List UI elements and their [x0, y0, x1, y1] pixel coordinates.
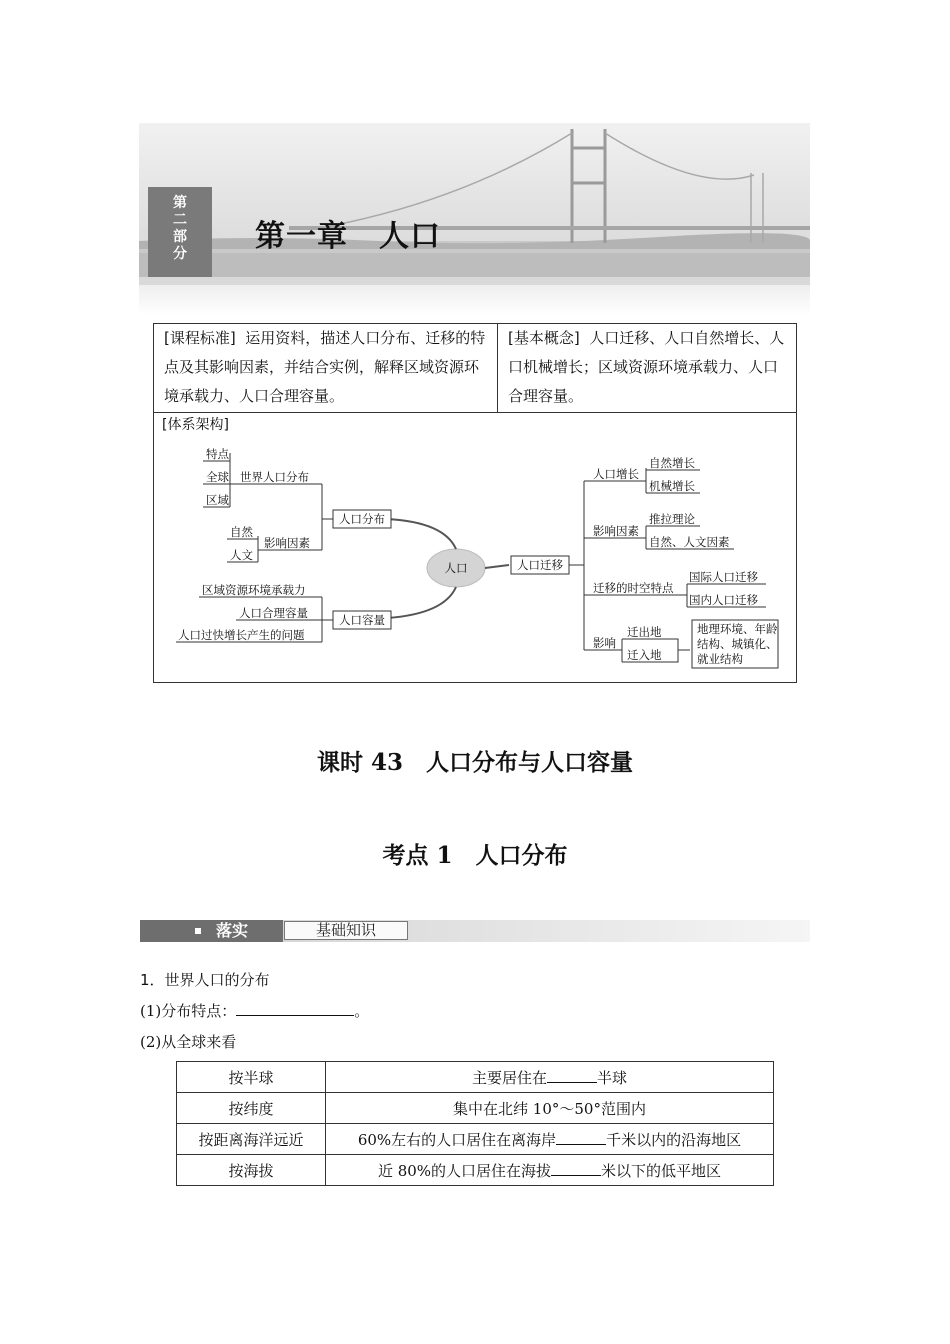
mindmap-growth-item: 自然增长	[649, 456, 695, 470]
mindmap-factors: 影响因素	[264, 536, 310, 550]
section-light-label: 基础知识	[284, 921, 408, 940]
mindmap-capacity: 人口容量	[339, 613, 385, 627]
cell-text: 60%左右的人口居住在离海岸	[357, 1130, 557, 1149]
mindmap-impact: 影响	[593, 636, 616, 650]
row-content	[326, 1093, 774, 1124]
row-label: 按海拔	[177, 1155, 326, 1186]
banner-shadow	[139, 285, 810, 315]
cell-text: 集中在北纬 10°～50°范围内	[453, 1099, 646, 1118]
mindmap-capacity-item: 区域资源环境承载力	[202, 583, 306, 597]
table-row	[177, 1124, 774, 1155]
mindmap-migration: 人口迁移	[517, 558, 563, 572]
answer-blank[interactable]	[547, 1068, 597, 1083]
heading-world-population: 1．世界人口的分布	[140, 971, 270, 989]
mindmap-center: 人口	[444, 561, 468, 575]
architecture-tag: [体系架构]	[162, 417, 229, 433]
bridge-illustration	[139, 123, 810, 285]
cell-text: 千米以内的沿海地区	[606, 1130, 742, 1149]
row-label: 按纬度	[177, 1093, 326, 1124]
global-view-line: (2)从全球来看	[140, 1033, 237, 1051]
cell-text: 半球	[597, 1068, 628, 1087]
table-row	[177, 1155, 774, 1186]
part-tab	[148, 187, 212, 277]
mindmap-factor-item: 自然	[230, 525, 253, 539]
chapter-banner	[139, 123, 810, 285]
cell-text: 近 80%的人口居住在海拔	[377, 1161, 552, 1180]
row-label: 按半球	[177, 1062, 326, 1093]
line-suffix: 。	[354, 1002, 370, 1020]
mindmap-st-item: 国际人口迁移	[689, 570, 758, 584]
section-dark-tab	[140, 920, 283, 942]
mindmap-capacity-item: 人口合理容量	[239, 606, 308, 620]
row-content	[326, 1062, 774, 1093]
answer-blank[interactable]	[551, 1161, 601, 1176]
keypoint-title: 考点 1 人口分布	[382, 842, 568, 869]
curriculum-tag: [课程标准]	[164, 329, 236, 347]
part-label: 第二部分	[173, 195, 187, 262]
mindmap-growth: 人口增长	[593, 467, 639, 481]
mindmap-impact-item: 迁入地	[627, 648, 662, 662]
row-content	[326, 1155, 774, 1186]
mindmap-st-item: 国内人口迁移	[689, 593, 758, 607]
cell-text: 主要居住在	[471, 1068, 547, 1087]
mindmap-factor-item: 人文	[230, 548, 253, 562]
mindmap-spatiotemporal: 迁移的时空特点	[593, 581, 674, 595]
table-row	[177, 1062, 774, 1093]
mindmap-aspect: 地理环境、年龄	[697, 622, 778, 636]
answer-blank[interactable]	[236, 1001, 354, 1016]
chapter-title: 第一章 人口	[255, 219, 441, 254]
mindmap-aspect: 结构、城镇化、	[697, 637, 778, 651]
lesson-title: 课时 43 人口分布与人口容量	[316, 749, 633, 776]
mindmap-mig-factors: 影响因素	[593, 524, 639, 538]
mindmap-mig-factor-item: 推拉理论	[649, 512, 695, 526]
distribution-feature-line	[140, 1000, 369, 1022]
mindmap-world-item: 特点	[206, 447, 229, 461]
cell-text: 米以下的低平地区	[601, 1161, 722, 1180]
mindmap-world: 世界人口分布	[240, 470, 309, 484]
concepts-text: 人口迁移、人口自然增长、人口机械增长；区域资源环境承载力、人口合理容量。	[508, 329, 785, 405]
mindmap-impact-item: 迁出地	[627, 625, 662, 639]
mindmap-capacity-item: 人口过快增长产生的问题	[178, 628, 305, 642]
curriculum-text: 运用资料，描述人口分布、迁移的特点及其影响因素，并结合实例，解释区域资源环境承载力、人口合理容量。	[164, 329, 486, 405]
table-row	[177, 1093, 774, 1124]
concept-map	[154, 324, 796, 682]
mindmap-world-item: 区域	[206, 493, 229, 507]
section-dark-label: 落实	[216, 921, 249, 940]
section-bar	[140, 920, 810, 942]
mindmap-world-item: 全球	[206, 470, 229, 484]
curriculum-box	[153, 323, 797, 683]
line-prefix: (1)分布特点：	[140, 1002, 237, 1020]
mindmap-aspect: 就业结构	[697, 652, 743, 666]
row-content	[326, 1124, 774, 1155]
square-bullet-icon	[195, 928, 201, 934]
distribution-table	[176, 1061, 774, 1186]
mindmap-mig-factor-item: 自然、人文因素	[649, 535, 730, 549]
mindmap-growth-item: 机械增长	[649, 479, 695, 493]
row-label: 按距离海洋远近	[177, 1124, 326, 1155]
concepts-tag: [基本概念]	[508, 329, 580, 347]
answer-blank[interactable]	[556, 1130, 606, 1145]
mindmap-distribution: 人口分布	[339, 512, 385, 526]
